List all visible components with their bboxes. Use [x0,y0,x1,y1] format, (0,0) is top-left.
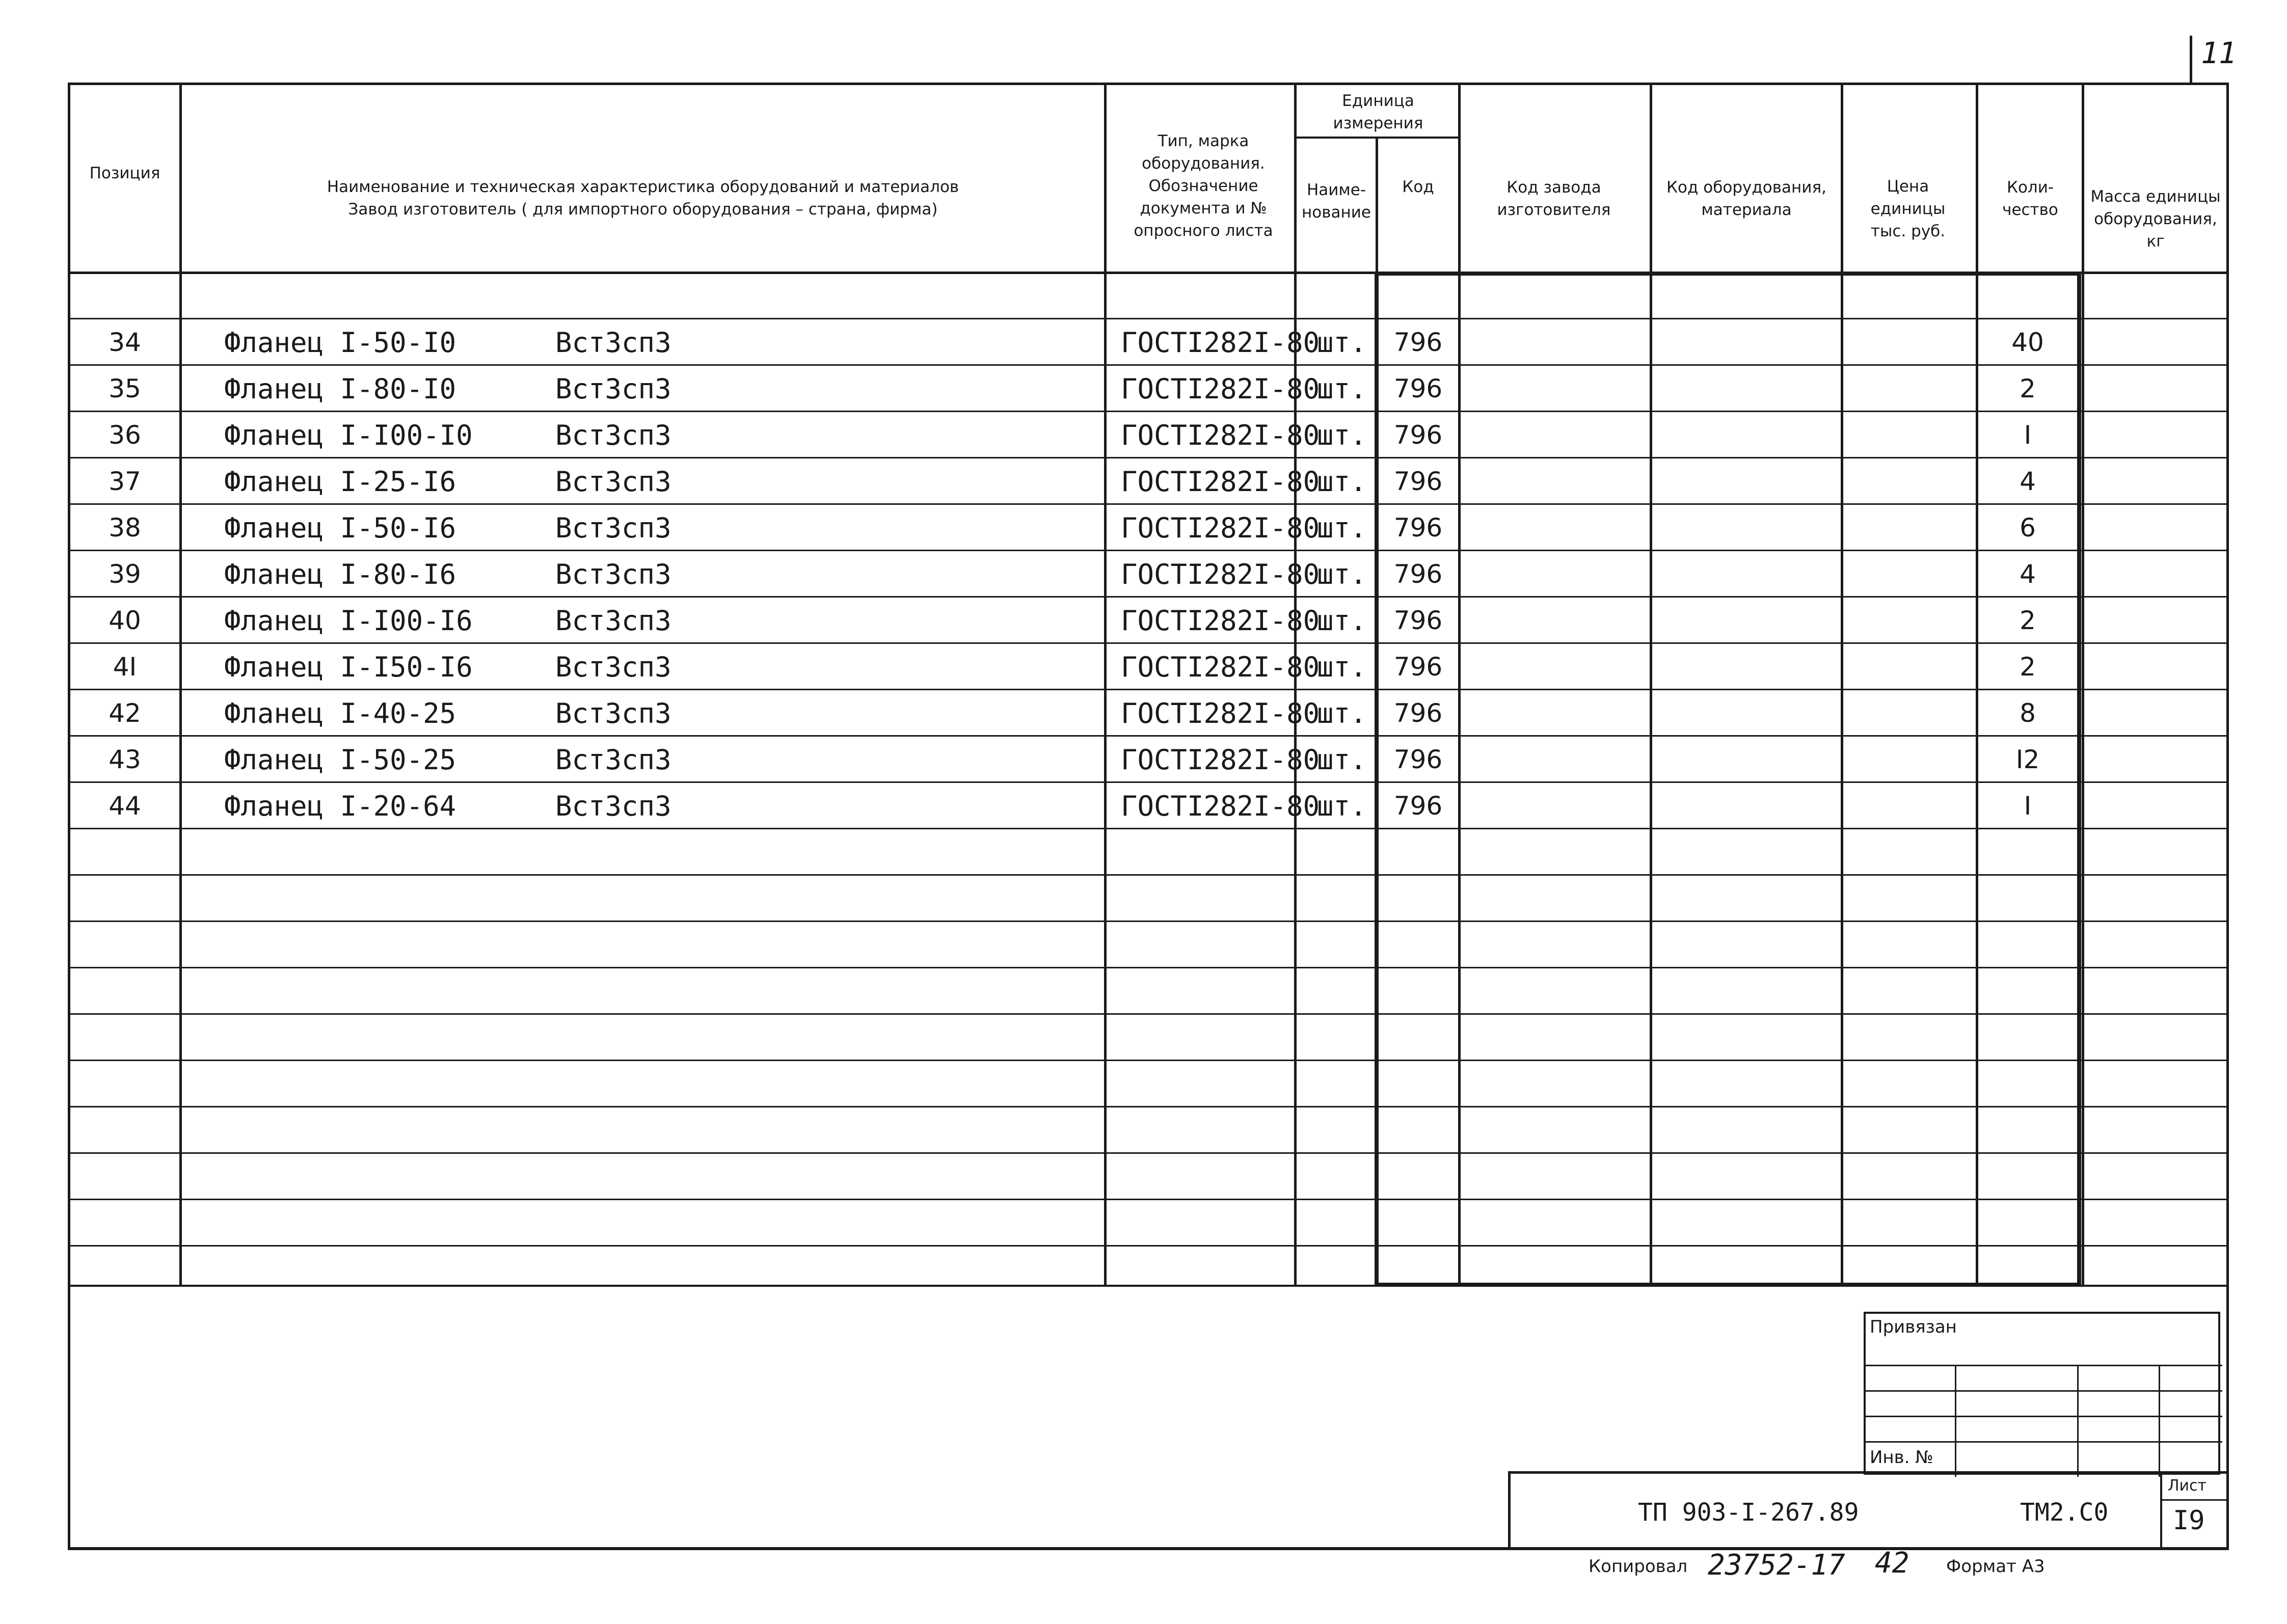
row-quantity: I2 [2015,745,2040,774]
row-quantity: 2 [2020,606,2036,635]
header-type: Тип, марка оборудования. Обозначение документа и № опросного листа [1134,132,1273,240]
row-name: Фланец I-80-I6 [224,558,456,590]
row-code: 796 [1393,374,1443,403]
header-equipment-code: Код оборудования, материала [1666,178,1826,219]
row-line [68,1152,2229,1154]
inv-label: Инв. № [1870,1447,1933,1468]
row-name: Фланец I-50-I6 [224,512,456,544]
row-quantity: 8 [2020,698,2036,728]
row-unit: шт. [1317,558,1367,590]
header-name-line2: Завод изготовитель ( для импортного оборудования – страна, фирма) [348,200,938,219]
row-position: 34 [109,328,141,357]
row-name: Фланец I-50-I0 [224,327,456,359]
doc-code: ТМ2.С0 [2020,1498,2109,1527]
bound-line [1866,1416,2222,1417]
header-quantity: Коли-чество [2002,178,2058,219]
row-line [68,921,2229,922]
row-unit: шт. [1317,466,1367,498]
row-quantity: 4 [2020,467,2036,496]
frame-right [2226,83,2229,1550]
row-quantity: 2 [2020,374,2036,403]
row-unit: шт. [1317,373,1367,405]
row-code: 796 [1393,420,1443,450]
header-position: Позиция [89,164,160,182]
bound-line [1866,1365,2222,1366]
row-material: ВстЗсп3 [555,651,671,683]
row-code: 796 [1393,652,1443,682]
row-unit: шт. [1317,744,1367,776]
header-unit-group: Единица измерения [1333,92,1423,132]
row-line [68,967,2229,968]
bound-line [1866,1390,2222,1392]
row-position: 42 [109,698,141,728]
sheet-box-divider [2160,1499,2229,1501]
heavy-block-right [2077,272,2081,1287]
row-unit: шт. [1317,651,1367,683]
row-material: ВстЗсп3 [555,327,671,359]
row-document: ГОСТI282I-80 [1121,790,1320,822]
row-material: ВстЗсп3 [555,419,671,451]
row-position: 38 [109,513,141,543]
row-position: 40 [109,606,141,635]
row-document: ГОСТI282I-80 [1121,419,1320,451]
row-name: Фланец I-80-I0 [224,373,456,405]
row-name: Фланец I-20-64 [224,790,456,822]
bound-line [1866,1441,2222,1443]
row-unit: шт. [1317,605,1367,637]
header-unit-code: Код [1402,178,1434,196]
row-unit: шт. [1317,327,1367,359]
row-material: ВстЗсп3 [555,373,671,405]
row-code: 796 [1393,791,1443,821]
sheet-label: Лист [2168,1477,2207,1495]
row-unit: шт. [1317,512,1367,544]
sheet-mark: 11 [2201,36,2237,70]
copied-label: Копировал [1589,1556,1688,1577]
row-material: ВстЗсп3 [555,744,671,776]
row-code: 796 [1393,559,1443,589]
row-name: Фланец I-I50-I6 [224,651,473,683]
row-position: 43 [109,745,141,774]
row-quantity: I [2024,420,2032,450]
row-document: ГОСТI282I-80 [1121,744,1320,776]
title-block [1508,1471,2226,1549]
row-material: ВстЗсп3 [555,605,671,637]
frame-top [68,83,2229,85]
row-name: Фланец I-50-25 [224,744,456,776]
row-unit: шт. [1317,419,1367,451]
row-name: Фланец I-I00-I0 [224,419,473,451]
row-document: ГОСТI282I-80 [1121,697,1320,729]
row-quantity: 4 [2020,559,2036,589]
row-position: 36 [109,420,141,450]
row-code: 796 [1393,328,1443,357]
row-code: 796 [1393,513,1443,543]
header-name-line1: Наименование и техническая характеристика оборудований и материалов [327,178,959,196]
row-code: 796 [1393,467,1443,496]
row-name: Фланец I-I00-I6 [224,605,473,637]
copied-number: 23752-17 [1708,1549,1845,1582]
header-mass: Масса единицы оборудования, кг [2090,187,2221,251]
row-line [68,1106,2229,1107]
format-label: Формат А3 [1946,1556,2045,1577]
row-quantity: 6 [2020,513,2036,543]
row-quantity: I [2024,791,2032,821]
row-line [68,1060,2229,1061]
row-document: ГОСТI282I-80 [1121,605,1320,637]
row-document: ГОСТI282I-80 [1121,466,1320,498]
row-line [68,874,2229,876]
row-position: 37 [109,467,141,496]
sheet-box-left [2160,1474,2162,1550]
row-position: 35 [109,374,141,403]
bound-vline [1955,1365,1956,1477]
row-line [68,1199,2229,1200]
row-document: ГОСТI282I-80 [1121,558,1320,590]
row-name: Фланец I-25-I6 [224,466,456,498]
bound-vline [2159,1365,2160,1477]
row-material: ВстЗсп3 [555,558,671,590]
row-position: 39 [109,559,141,589]
header-unit-name: Наиме-нование [1302,181,1371,222]
sheet-number: I9 [2173,1505,2205,1536]
row-document: ГОСТI282I-80 [1121,373,1320,405]
bound-block [1864,1312,2220,1475]
row-position: 44 [109,791,141,821]
doc-number: ТП 903-I-267.89 [1638,1498,1859,1527]
row-code: 796 [1393,745,1443,774]
row-line [68,1013,2229,1015]
row-document: ГОСТI282I-80 [1121,512,1320,544]
heavy-block-bottom [1376,1283,2080,1287]
row-line [68,1245,2229,1247]
row-unit: шт. [1317,697,1367,729]
bound-label: Привязан [1870,1317,1957,1337]
copied-extra: 42 [1875,1547,1909,1580]
row-quantity: 40 [2011,328,2044,357]
sheet-mark-tick [2190,36,2192,84]
row-code: 796 [1393,698,1443,728]
heavy-block-top [1376,272,2080,276]
row-unit: шт. [1317,790,1367,822]
row-name: Фланец I-40-25 [224,697,456,729]
row-material: ВстЗсп3 [555,512,671,544]
row-code: 796 [1393,606,1443,635]
row-document: ГОСТI282I-80 [1121,327,1320,359]
row-document: ГОСТI282I-80 [1121,651,1320,683]
row-material: ВстЗсп3 [555,790,671,822]
unit-group-divider [1294,137,1461,139]
row-position: 4I [113,652,137,682]
row-quantity: 2 [2020,652,2036,682]
header-plant-code: Код завода изготовителя [1497,178,1611,219]
row-material: ВстЗсп3 [555,697,671,729]
row-material: ВстЗсп3 [555,466,671,498]
bound-vline [2077,1365,2079,1477]
header-price: Цена единицы тыс. руб. [1870,177,1946,240]
